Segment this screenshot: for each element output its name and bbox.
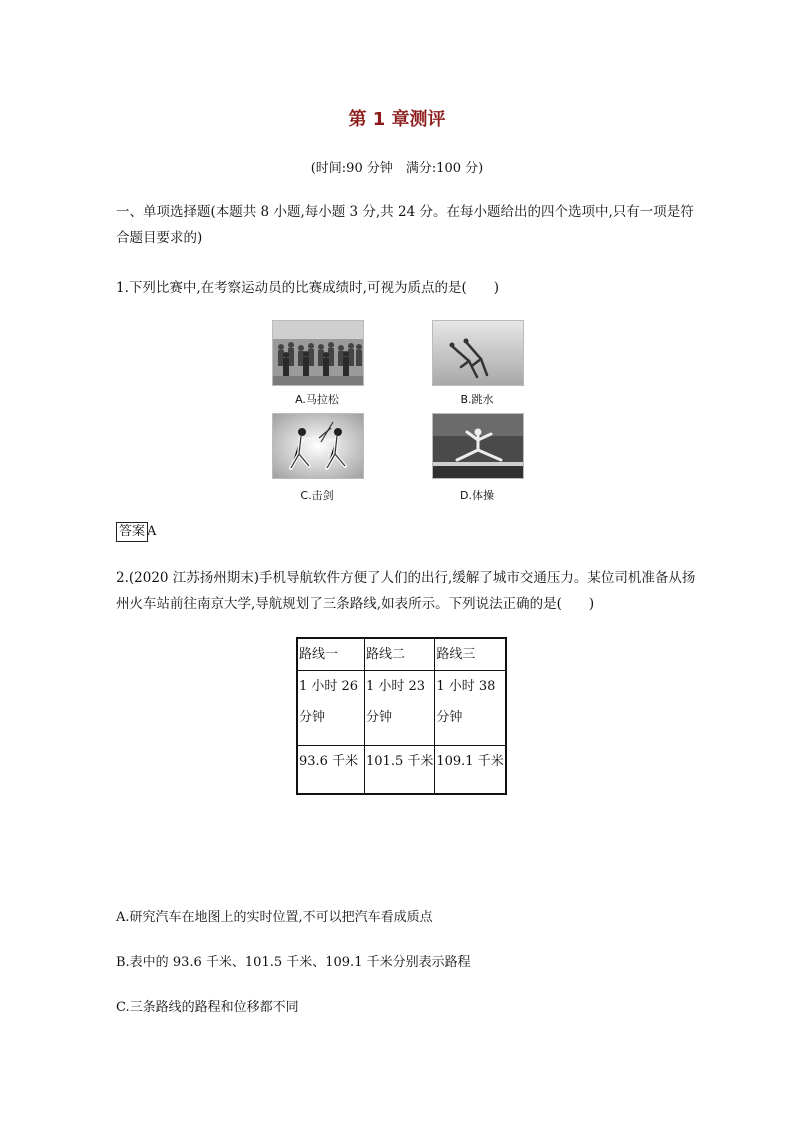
- answer-tag: 答案: [116, 522, 148, 542]
- table-header-cell: 路线三: [435, 638, 506, 671]
- table-cell-distance: 93.6 千米: [297, 746, 365, 795]
- option-c: C.三条路线的路程和位移都不同: [116, 1000, 299, 1015]
- exam-info: (时间:90 分钟 满分:100 分): [310, 161, 484, 176]
- option-b: B.表中的 93.6 千米、101.5 千米、109.1 千米分别表示路程: [116, 955, 471, 970]
- table-cell-distance: 101.5 千米: [365, 746, 435, 795]
- option-a: A.研究汽车在地图上的实时位置,不可以把汽车看成质点: [116, 910, 433, 925]
- marathon-image: [272, 320, 364, 386]
- section-heading: 一、单项选择题(本题共 8 小题,每小题 3 分,共 24 分。在每小题给出的四个选项中,只有一项是符合题目要求的): [116, 204, 694, 246]
- option-b-caption: B.跳水: [460, 393, 494, 406]
- answer-value: A: [147, 524, 157, 539]
- page-title: 第 1 章测评: [348, 109, 446, 130]
- table-header-cell: 路线一: [297, 638, 365, 671]
- table-cell-time: 1 小时 26 分钟: [297, 671, 365, 746]
- table-row: [297, 671, 506, 746]
- route-table: [296, 637, 507, 795]
- option-c-caption: C.击剑: [300, 489, 334, 502]
- table-row: [297, 638, 506, 671]
- table-cell-distance: 109.1 千米: [435, 746, 506, 795]
- table-row: [297, 746, 506, 795]
- option-a-caption: A.马拉松: [295, 393, 339, 406]
- gymnastics-image: [432, 413, 524, 479]
- option-d-caption: D.体操: [460, 489, 494, 502]
- question-1-stem: 1.下列比赛中,在考察运动员的比赛成绩时,可视为质点的是( ): [116, 280, 499, 296]
- table-header-cell: 路线二: [365, 638, 435, 671]
- fencing-image: [272, 413, 364, 479]
- table-cell-time: 1 小时 38 分钟: [435, 671, 506, 746]
- question-2-stem: 2.(2020 江苏扬州期末)手机导航软件方便了人们的出行,缓解了城市交通压力。某位司机准备从扬州火车站前往南京大学,导航规划了三条路线,如表所示。下列说法正确的是( ): [116, 570, 696, 612]
- diving-image: [432, 320, 524, 386]
- table-cell-time: 1 小时 23 分钟: [365, 671, 435, 746]
